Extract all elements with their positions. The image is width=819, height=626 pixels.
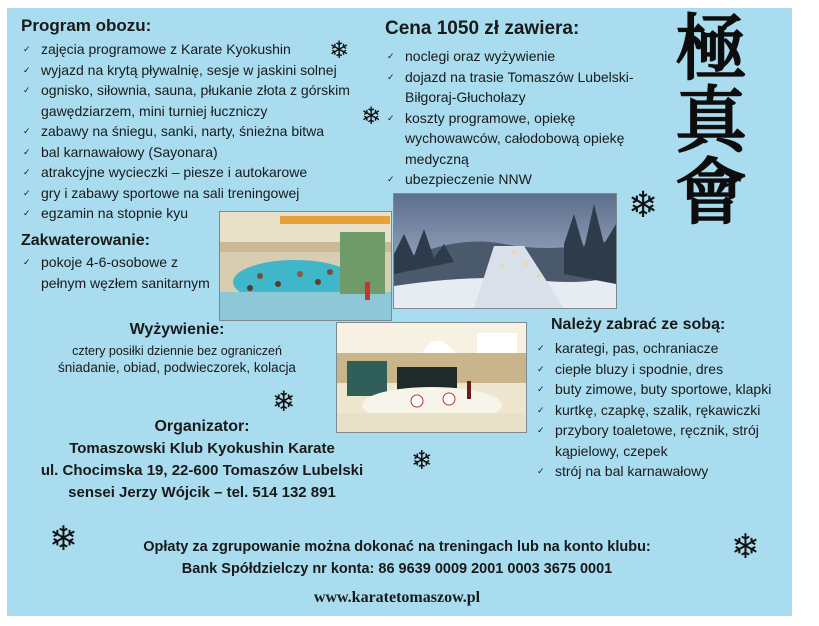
food-line-1: cztery posiłki dziennie bez ograniczeń	[72, 344, 282, 358]
snowflake-icon: ❄	[731, 527, 760, 567]
organizer-contact: sensei Jerzy Wójcik – tel. 514 132 891	[68, 484, 336, 501]
price-section	[385, 18, 670, 190]
bring-section	[535, 316, 787, 482]
list-item: ✓ koszty programowe, opiekę wychowawców, całodobową opiekę medyczną	[385, 108, 670, 170]
list-item: ✓ gry i zabawy sportowe na sali treningowej	[21, 183, 391, 204]
food-section	[17, 321, 337, 377]
list-item: ✓ buty zimowe, buty sportowe, klapki	[535, 379, 787, 400]
lodging-list	[21, 252, 221, 293]
snowflake-icon: ❄	[411, 446, 433, 476]
organizer-name: Tomaszowski Klub Kyokushin Karate	[69, 440, 335, 457]
winter-resort-photo	[393, 193, 617, 309]
pool-photo	[219, 211, 392, 321]
snowflake-icon: ❄	[272, 385, 296, 418]
kyokushin-kanji: 極真會	[663, 10, 748, 226]
list-item: ✓ strój na bal karnawałowy	[535, 461, 787, 482]
list-item: ✓ karategi, pas, ochraniacze	[535, 338, 787, 359]
food-title: Wyżywienie:	[129, 321, 225, 338]
poster	[7, 8, 792, 616]
snowflake-icon: ❄	[49, 519, 78, 559]
organizer-section	[7, 416, 397, 504]
lodging-title: Zakwaterowanie:	[21, 232, 150, 249]
list-item: ✓ egzamin na stopnie kyu	[21, 203, 391, 224]
list-item: ✓ pokoje 4-6-osobowe z pełnym węzłem sanitarnym	[21, 252, 221, 293]
food-line-2: śniadanie, obiad, podwieczorek, kolacja	[58, 360, 296, 375]
list-item: ✓ przybory toaletowe, ręcznik, strój kąpielowy, czepek	[535, 420, 787, 461]
bring-list	[535, 338, 787, 482]
snowflake-icon: ❄	[329, 36, 350, 64]
list-item: ✓ zabawy na śniegu, sanki, narty, śnieżna bitwa	[21, 121, 391, 142]
list-item: ✓ zajęcia programowe z Karate Kyokushin	[21, 39, 391, 60]
snowflake-icon: ❄	[628, 185, 659, 226]
payment-section	[67, 536, 727, 580]
organizer-address: ul. Chocimska 19, 22-600 Tomaszów Lubelski	[40, 462, 364, 479]
price-title: Cena 1050 zł zawiera:	[385, 18, 580, 39]
lodging-section	[21, 232, 221, 293]
list-item: ✓ noclegi oraz wyżywienie	[385, 46, 670, 67]
list-item: ✓ ciepłe bluzy i spodnie, dres	[535, 359, 787, 380]
bank-account: Bank Spółdzielczy nr konta: 86 9639 0009 2001 0003 3675 0001	[181, 561, 613, 577]
list-item: ✓ atrakcyjne wycieczki – piesze i autokarowe	[21, 162, 391, 183]
list-item: ✓ dojazd na trasie Tomaszów Lubelski-Biłgoraj-Głuchołazy	[385, 67, 670, 108]
list-item: ✓ wyjazd na krytą pływalnię, sesje w jaskini solnej	[21, 60, 391, 81]
bring-title: Należy zabrać ze sobą:	[551, 316, 726, 333]
snowflake-icon: ❄	[361, 102, 382, 130]
website-link[interactable]: www.karatetomaszow.pl	[313, 589, 481, 606]
price-list	[385, 46, 670, 190]
pool-photo-image	[220, 212, 391, 320]
program-title: Program obozu:	[21, 16, 152, 35]
list-item: ✓ ognisko, siłownia, sauna, płukanie złota z górskim gawędziarzem, mini turniej łuczniczy	[21, 80, 391, 121]
organizer-title: Organizator:	[154, 418, 250, 435]
payment-info: Opłaty za zgrupowanie można dokonać na treningach lub na konto klubu:	[143, 539, 651, 555]
list-item: ✓ ubezpieczenie NNW	[385, 169, 670, 190]
list-item: ✓ bal karnawałowy (Sayonara)	[21, 142, 391, 163]
program-list	[21, 36, 391, 224]
winter-photo-image	[394, 194, 616, 308]
list-item: ✓ kurtkę, czapkę, szalik, rękawiczki	[535, 400, 787, 421]
